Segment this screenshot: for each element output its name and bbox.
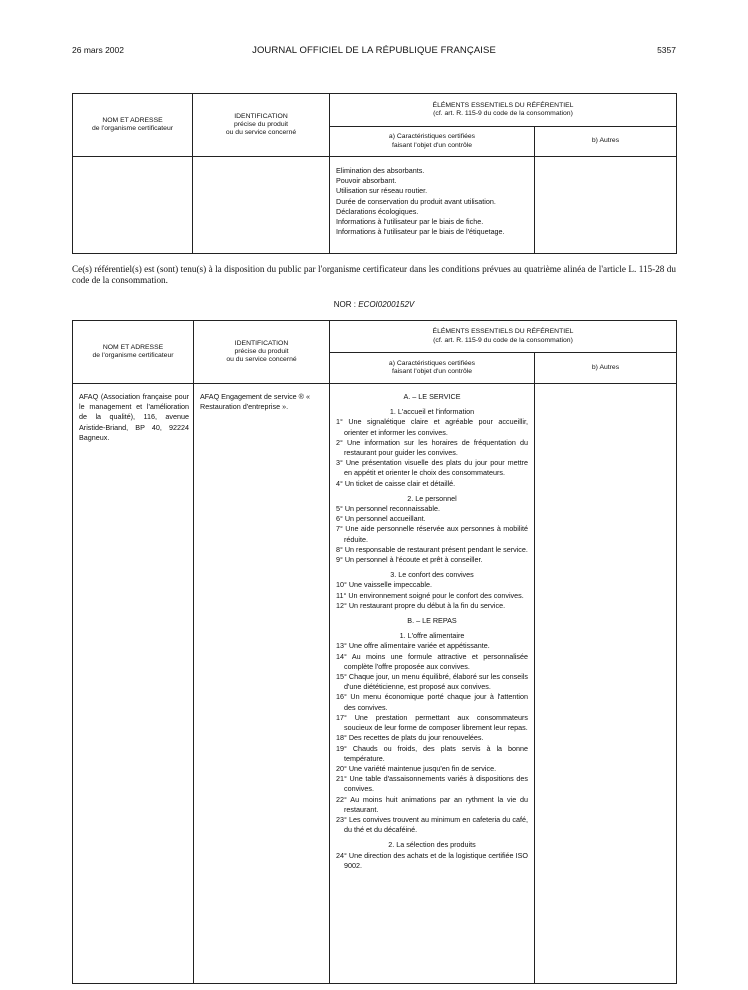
- criterion-item: 9° Un personnel à l'écoute et prêt à conseiller.: [336, 555, 483, 565]
- cell-identification-2: AFAQ Engagement de service ® « Restauration d'entreprise ».: [194, 384, 330, 984]
- section-heading: 2. Le personnel: [407, 493, 457, 503]
- nor-line: [0, 300, 748, 309]
- characteristic-item: Pouvoir absorbant.: [336, 176, 397, 186]
- criterion-item: 2° Une information sur les horaires de fréquentation du restaurant pour guider les convives.: [336, 437, 528, 458]
- characteristics-list: [336, 166, 528, 237]
- header-caracteristiques: [330, 353, 535, 384]
- service-criteria-list: [336, 392, 528, 871]
- header-organisme-line1: NOM ET ADRESSE: [102, 116, 163, 124]
- cell-autres-1: [535, 157, 677, 254]
- criterion-item: 24° Une direction des achats et de la logistique certifiée ISO 9002.: [336, 850, 528, 870]
- criterion-item: 6° Un personnel accueillant.: [336, 514, 426, 524]
- criterion-item: 3° Une présentation visuelle des plats du jour pour mettre en appétit et orienter le choix des consommateurs.: [336, 458, 528, 478]
- section-heading: 1. L'offre alimentaire: [399, 631, 465, 641]
- header-organisme-line2: de l'organisme certificateur: [91, 125, 173, 132]
- cell-autres-2: [535, 384, 677, 984]
- criterion-item: 11° Un environnement soigné pour le confort des convives.: [336, 590, 524, 600]
- nor-code: ECOI0200152V: [358, 300, 415, 309]
- characteristic-item: Informations à l'utilisateur par le biais de fiche.: [336, 217, 484, 227]
- criterion-item: 19° Chauds ou froids, des plats servis à la bonne température.: [336, 743, 528, 763]
- criterion-item: 8° Un responsable de restaurant présent pendant le service.: [336, 544, 528, 554]
- header-date: 26 mars 2002: [72, 45, 124, 55]
- criterion-item: 23° Les convives trouvent au minimum en cafeteria du café, du thé et du décaféiné.: [336, 814, 528, 835]
- criterion-item: 10° Une vaisselle impeccable.: [336, 580, 432, 590]
- section-heading: A. – LE SERVICE: [403, 392, 461, 401]
- header-identification-line2: précise du produit: [233, 120, 289, 128]
- criterion-item: 21° Une table d'assaisonnements variés à dispositions des convives.: [336, 774, 528, 794]
- header-autres: b) Autres: [535, 353, 677, 384]
- cell-caracteristiques-2: [330, 384, 535, 984]
- cell-caracteristiques-1: [330, 157, 535, 254]
- header-caracteristiques-line1: a) Caractéristiques certifiées: [388, 359, 476, 367]
- criterion-item: 15° Chaque jour, un menu équilibré, élaboré sur les conseils d'une diététicienne, est proposé aux convives.: [336, 672, 528, 692]
- header-caracteristiques-line2: faisant l'objet d'un contrôle: [391, 368, 473, 375]
- header-identification-line1: IDENTIFICATION: [234, 112, 288, 120]
- header-elements-line1: ÉLÉMENTS ESSENTIELS DU RÉFÉRENTIEL: [432, 328, 574, 336]
- characteristic-item: Déclarations écologiques.: [336, 206, 419, 216]
- criterion-item: 14° Au moins une formule attractive et personnalisée complète l'offre proposée aux convives.: [336, 651, 528, 671]
- criterion-item: 5° Un personnel reconnaissable.: [336, 504, 440, 514]
- criterion-item: 7° Une aide personnelle réservée aux personnes à mobilité réduite.: [336, 524, 528, 544]
- cell-identification-1: [193, 157, 330, 254]
- header-caracteristiques: [330, 127, 535, 157]
- criterion-item: 18° Des recettes de plats du jour renouvelées.: [336, 733, 484, 743]
- criterion-item: 17° Une prestation permettant aux consommateurs soucieux de leur forme de composer librement leur repas.: [336, 712, 528, 733]
- header-elements-line2: (cf. art. R. 115-9 du code de la consommation): [433, 336, 573, 344]
- section-heading: 2. La sélection des produits: [388, 840, 476, 850]
- header-elements: [330, 321, 677, 353]
- section-heading: 1. L'accueil et l'information: [389, 407, 475, 417]
- section-heading: B. – LE REPAS: [407, 616, 457, 626]
- header-identification: [194, 321, 330, 384]
- disposition-paragraph: Ce(s) référentiel(s) est (sont) tenu(s) à la disposition du public par l'organisme certificateur dans les conditions prévues au quatrième alinéa de l'article L. 115-28 du code de la consommation.: [72, 264, 676, 285]
- nor-label: NOR :: [333, 300, 356, 309]
- referentiel-table-1: [72, 93, 677, 254]
- header-organisme-line2: de l'organisme certificateur: [92, 352, 174, 359]
- characteristic-item: Informations à l'utilisateur par le biais de l'étiquetage.: [336, 227, 505, 237]
- header-organisme-line1: NOM ET ADRESSE: [102, 343, 164, 351]
- header-identification-line2: précise du produit: [234, 347, 289, 355]
- header-autres: b) Autres: [535, 127, 677, 157]
- header-organisme: [73, 321, 194, 384]
- header-identification-line3: ou du service concerné: [225, 129, 297, 137]
- header-elements-line1: ÉLÉMENTS ESSENTIELS DU RÉFÉRENTIEL: [432, 101, 574, 109]
- page-number: 5357: [657, 45, 676, 55]
- header-identification-line3: ou du service concerné: [226, 356, 297, 364]
- header-identification-line1: IDENTIFICATION: [234, 339, 289, 347]
- header-caracteristiques-line1: a) Caractéristiques certifiées: [388, 133, 476, 141]
- section-heading: 3. Le confort des convives: [390, 570, 474, 580]
- criterion-item: 13° Une offre alimentaire variée et appétissante.: [336, 641, 490, 651]
- criterion-item: 20° Une variété maintenue jusqu'en fin de service.: [336, 763, 497, 773]
- criterion-item: 12° Un restaurant propre du début à la fin du service.: [336, 600, 506, 610]
- journal-title: JOURNAL OFFICIEL DE LA RÉPUBLIQUE FRANÇAISE: [252, 45, 496, 56]
- criterion-item: 16° Un menu économique porté chaque jour à l'attention des convives.: [336, 692, 528, 712]
- characteristic-item: Utilisation sur réseau routier.: [336, 186, 428, 196]
- header-caracteristiques-line2: faisant l'objet d'un contrôle: [391, 141, 473, 149]
- header-identification: [193, 94, 330, 157]
- cell-organisme-2: AFAQ (Association française pour le management et l'amélioration de la qualité), 116, avenue Aristide-Briand, BP 40, 92224 Bagneux.: [73, 384, 194, 984]
- header-organisme: [73, 94, 193, 157]
- header-elements-line2: (cf. art. R. 115-9 du code de la consommation): [433, 110, 573, 117]
- criterion-item: 22° Au moins huit animations par an rythment la vie du restaurant.: [336, 794, 528, 814]
- header-elements: [330, 94, 677, 127]
- characteristic-item: Elimination des absorbants.: [336, 166, 425, 175]
- criterion-item: 4° Un ticket de caisse clair et détaillé.: [336, 478, 456, 488]
- criterion-item: 1° Une signalétique claire et agréable pour accueillir, orienter et informer les convives.: [336, 417, 528, 437]
- cell-organisme-1: [73, 157, 193, 254]
- characteristic-item: Durée de conservation du produit avant utilisation.: [336, 196, 496, 206]
- referentiel-table-2: [72, 320, 677, 984]
